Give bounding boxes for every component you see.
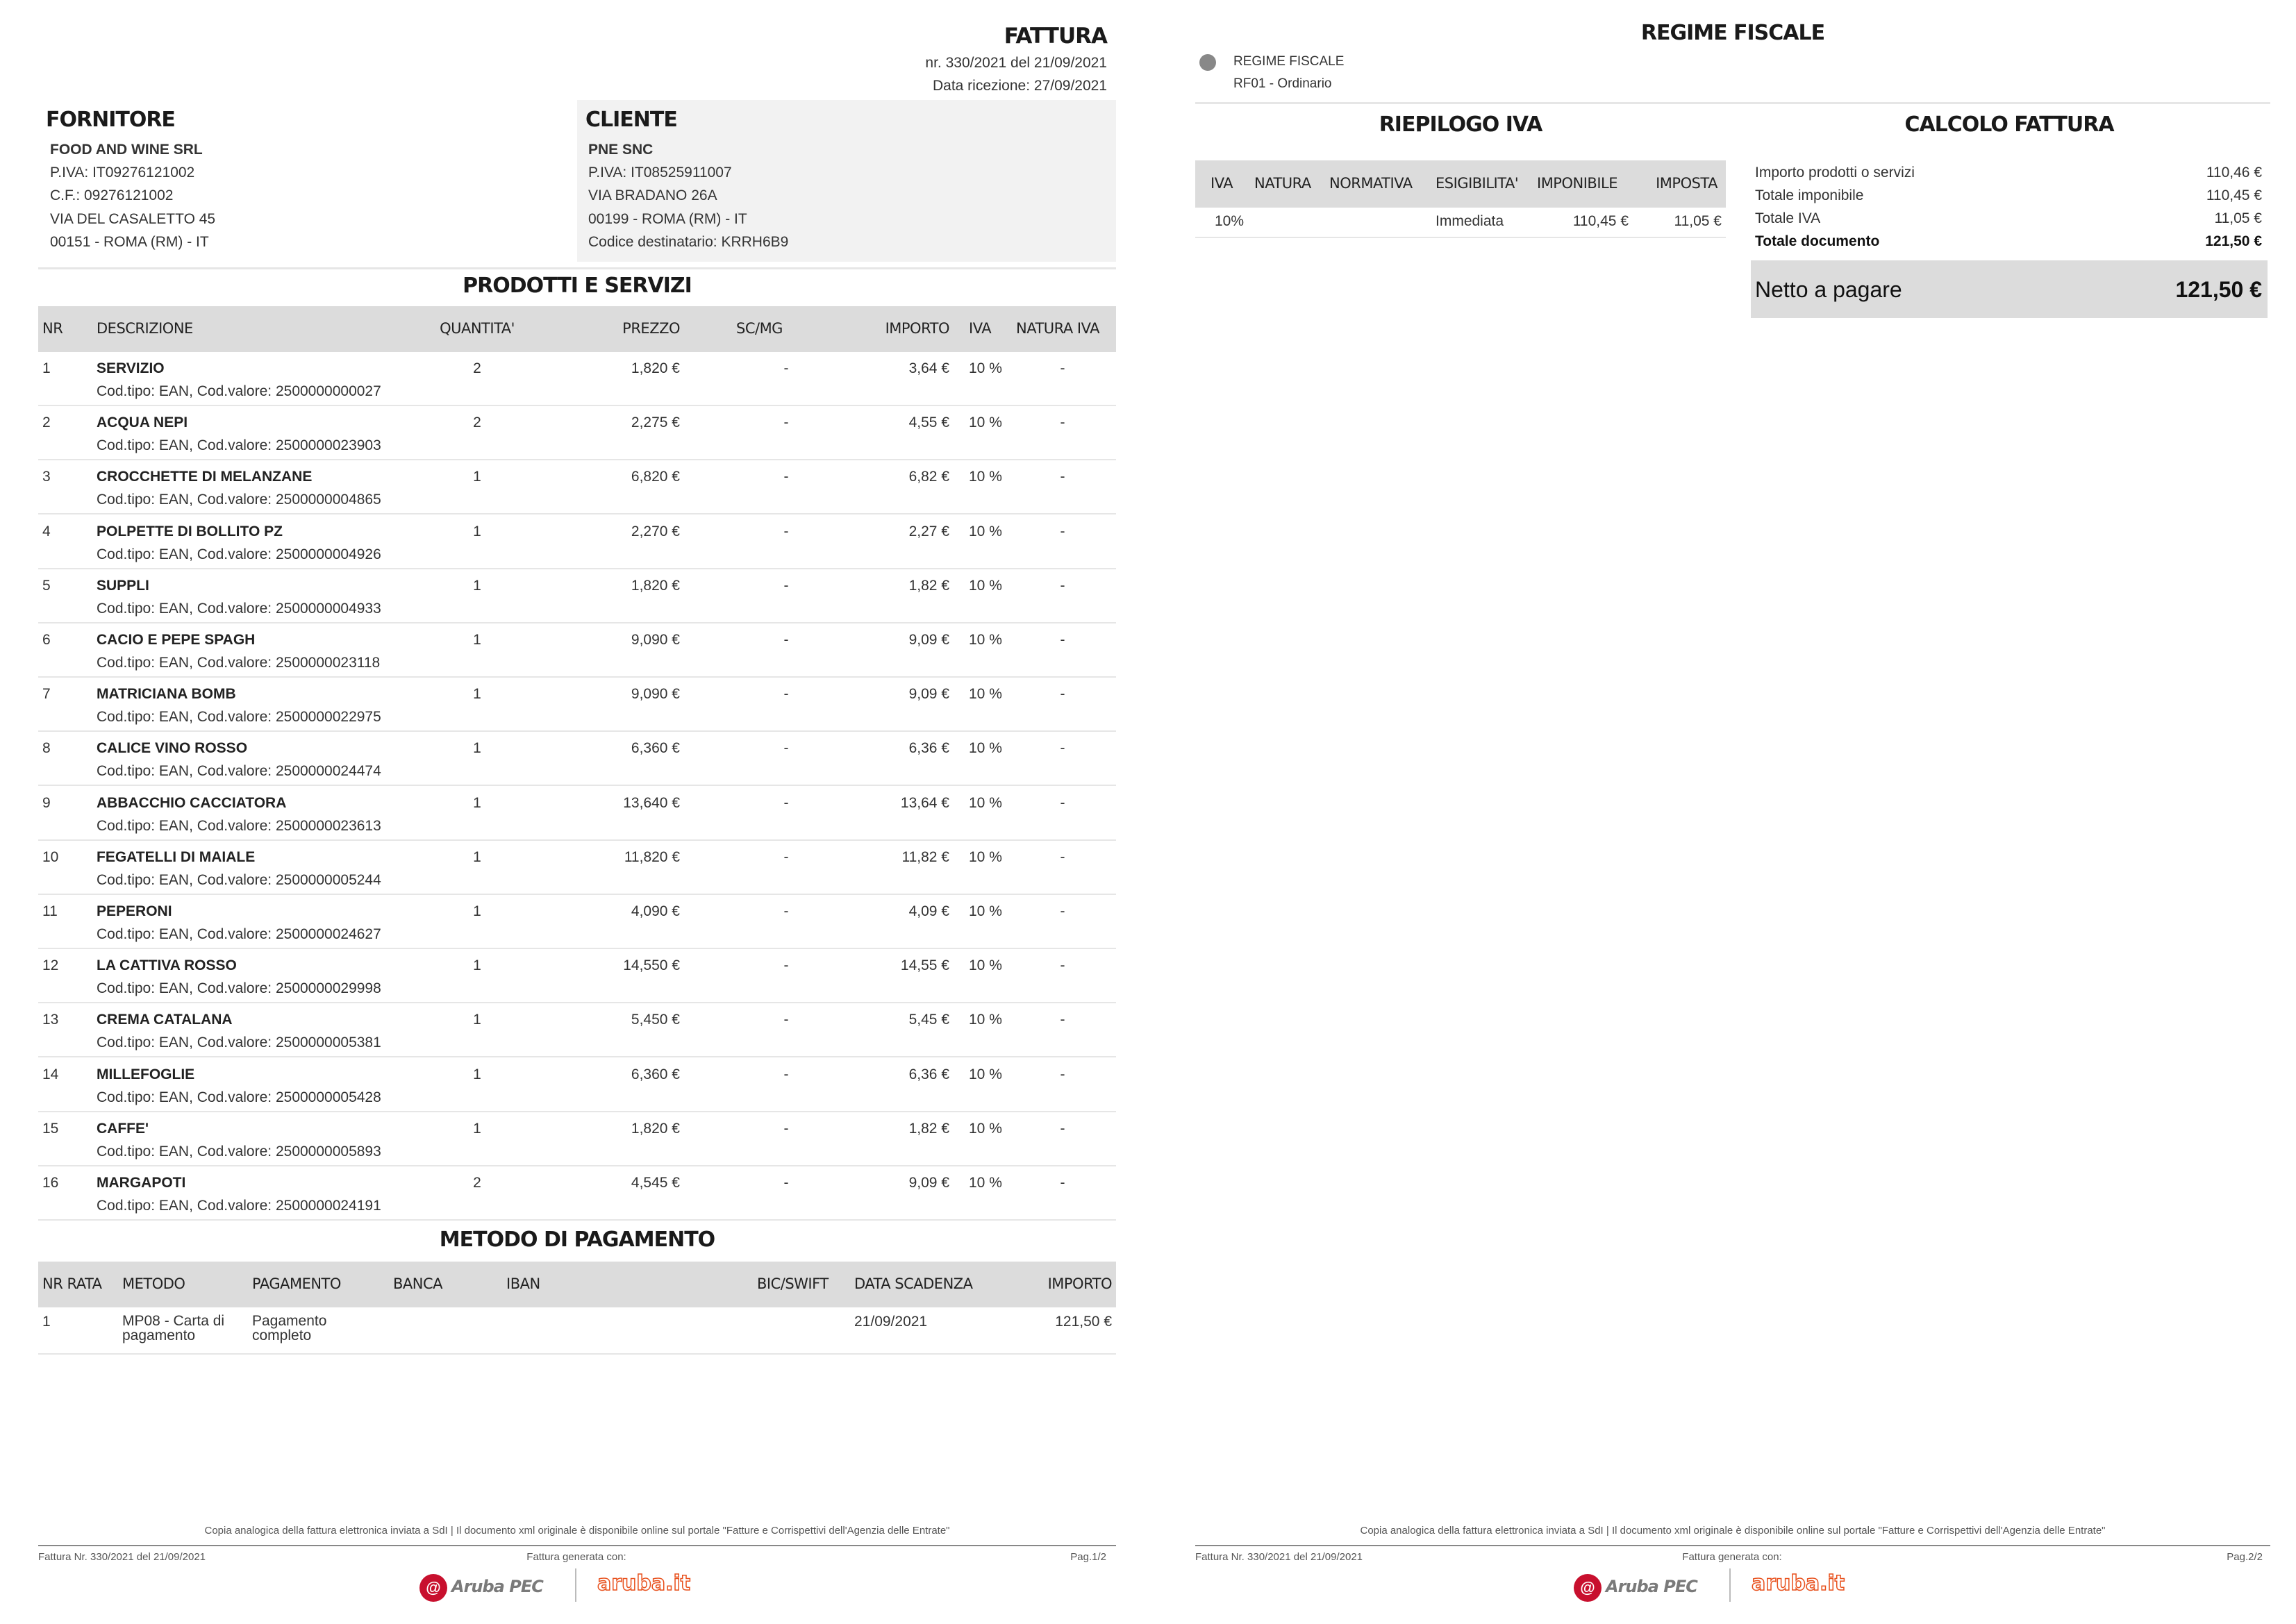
- supplier-city: 00151 - ROMA (RM) - IT: [50, 234, 209, 250]
- row-description: PEPERONI: [97, 903, 172, 919]
- col-importo: IMPORTO: [885, 320, 949, 337]
- col-importo-pagamento: IMPORTO: [1047, 1275, 1112, 1292]
- row-description: MATRICIANA BOMB: [97, 686, 236, 703]
- row-discount: -: [783, 1012, 789, 1028]
- payment-method: [122, 1314, 224, 1343]
- iva-rate: 10%: [1215, 213, 1245, 229]
- row-natura-iva: -: [1060, 1012, 1065, 1028]
- aruba-pec-seal-icon: @: [419, 1574, 447, 1602]
- col-sc-mg: SC/MG: [736, 320, 783, 337]
- col-iban: IBAN: [506, 1275, 540, 1292]
- row-iva: 10 %: [969, 523, 1002, 539]
- row-discount: -: [783, 523, 789, 539]
- row-discount: -: [783, 686, 789, 703]
- row-amount: 1,82 €: [908, 577, 949, 594]
- regime-bullet-icon: [1199, 54, 1216, 71]
- row-code: Cod.tipo: EAN, Cod.valore: 2500000023903: [97, 437, 381, 454]
- client-section: [577, 100, 1116, 262]
- row-price: 1,820 €: [631, 1120, 680, 1137]
- supplier-heading: FORNITORE: [46, 108, 175, 132]
- regime-value: RF01 - Ordinario: [1233, 76, 1332, 91]
- row-natura-iva: -: [1060, 577, 1065, 594]
- row-price: 2,270 €: [631, 523, 680, 539]
- row-iva: 10 %: [969, 848, 1002, 865]
- regime-label: REGIME FISCALE: [1233, 54, 1345, 69]
- row-iva: 10 %: [969, 1066, 1002, 1082]
- row-natura-iva: -: [1060, 469, 1065, 485]
- row-price: 6,360 €: [631, 740, 680, 757]
- payment-amount: 121,50 €: [1055, 1314, 1112, 1330]
- row-iva: 10 %: [969, 740, 1002, 757]
- row-iva: 10 %: [969, 794, 1002, 811]
- row-price: 11,820 €: [624, 848, 680, 865]
- table-row: [38, 732, 1116, 786]
- row-natura-iva: -: [1060, 903, 1065, 919]
- payment-type-line2: completo: [252, 1328, 312, 1343]
- logo-divider: [1729, 1568, 1731, 1602]
- supplier-name: FOOD AND WINE SRL: [50, 142, 203, 158]
- row-iva: 10 %: [969, 903, 1002, 919]
- row-natura-iva: -: [1060, 415, 1065, 431]
- row-description: LA CATTIVA ROSSO: [97, 957, 237, 974]
- row-code: Cod.tipo: EAN, Cod.valore: 2500000005381: [97, 1035, 381, 1051]
- row-iva: 10 %: [969, 577, 1002, 594]
- supplier-address: VIA DEL CASALETTO 45: [50, 211, 216, 227]
- aruba-it-logo: aruba.it: [597, 1571, 691, 1596]
- row-nr: 13: [42, 1012, 59, 1028]
- col-metodo: METODO: [122, 1275, 185, 1292]
- invoice-received-date: Data ricezione: 27/09/2021: [932, 78, 1107, 94]
- row-code: Cod.tipo: EAN, Cod.valore: 2500000004865: [97, 492, 381, 508]
- calc-label-vat: Totale IVA: [1755, 210, 1821, 226]
- iva-table-header: [1195, 160, 1726, 208]
- divider: [1195, 102, 2270, 104]
- row-quantity: 1: [473, 1066, 481, 1082]
- client-city: 00199 - ROMA (RM) - IT: [588, 211, 747, 227]
- row-description: CACIO E PEPE SPAGH: [97, 632, 256, 648]
- row-code: Cod.tipo: EAN, Cod.valore: 2500000005244: [97, 871, 381, 888]
- row-quantity: 1: [473, 740, 481, 757]
- col-imponibile: IMPONIBILE: [1537, 175, 1617, 192]
- row-price: 4,545 €: [631, 1175, 680, 1191]
- row-discount: -: [783, 577, 789, 594]
- payment-row: [38, 1307, 1116, 1355]
- row-amount: 4,55 €: [908, 415, 949, 431]
- calc-value-vat: 11,05 €: [2214, 210, 2262, 226]
- row-code: Cod.tipo: EAN, Cod.valore: 2500000029998: [97, 980, 381, 997]
- client-recipient-code: Codice destinatario: KRRH6B9: [588, 234, 789, 250]
- row-iva: 10 %: [969, 360, 1002, 376]
- row-iva: 10 %: [969, 957, 1002, 974]
- row-code: Cod.tipo: EAN, Cod.valore: 2500000000027: [97, 383, 381, 399]
- row-description: ABBACCHIO CACCIATORA: [97, 794, 287, 811]
- row-code: Cod.tipo: EAN, Cod.valore: 2500000023613: [97, 817, 381, 834]
- row-iva: 10 %: [969, 469, 1002, 485]
- client-address: VIA BRADANO 26A: [588, 187, 717, 203]
- col-data-scadenza: DATA SCADENZA: [854, 1275, 973, 1292]
- row-natura-iva: -: [1060, 1066, 1065, 1082]
- payment-method-line1: MP08 - Carta di: [122, 1313, 225, 1329]
- row-iva: 10 %: [969, 1012, 1002, 1028]
- row-iva: 10 %: [969, 686, 1002, 703]
- col-nr: NR: [42, 320, 63, 337]
- calc-label-total: Totale documento: [1755, 233, 1880, 249]
- row-code: Cod.tipo: EAN, Cod.valore: 2500000022975: [97, 709, 381, 726]
- row-quantity: 1: [473, 1120, 481, 1137]
- calc-value-taxable: 110,45 €: [2206, 187, 2262, 203]
- row-nr: 7: [42, 686, 51, 703]
- row-natura-iva: -: [1060, 523, 1065, 539]
- row-quantity: 2: [473, 415, 481, 431]
- row-divider: [38, 1219, 1116, 1221]
- calc-value-products: 110,46 €: [2206, 165, 2262, 181]
- row-divider: [1195, 237, 1726, 238]
- invoice-title: FATTURA: [1004, 24, 1107, 49]
- row-quantity: 1: [473, 903, 481, 919]
- table-row: [38, 515, 1116, 569]
- payment-method-line2: pagamento: [122, 1328, 196, 1343]
- footer-logos: [1570, 1566, 1861, 1605]
- aruba-it-logo: aruba.it: [1752, 1571, 1845, 1596]
- col-banca: BANCA: [393, 1275, 443, 1292]
- row-price: 4,090 €: [631, 903, 680, 919]
- table-row: [38, 623, 1116, 678]
- row-quantity: 1: [473, 957, 481, 974]
- net-to-pay-value: 121,50 €: [2175, 277, 2262, 302]
- table-row: [38, 406, 1116, 460]
- row-price: 1,820 €: [631, 360, 680, 376]
- logo-divider: [575, 1568, 576, 1602]
- footer-page-number: Pag.2/2: [2227, 1551, 2263, 1563]
- row-quantity: 1: [473, 469, 481, 485]
- footer-page-number: Pag.1/2: [1070, 1551, 1106, 1563]
- client-name: PNE SNC: [588, 142, 654, 158]
- net-to-pay-label: Netto a pagare: [1755, 277, 1902, 302]
- col-imposta: IMPOSTA: [1656, 175, 1717, 192]
- iva-table-row: [1195, 208, 1726, 238]
- row-amount: 6,36 €: [908, 1066, 949, 1082]
- row-quantity: 2: [473, 1175, 481, 1191]
- col-pagamento: PAGAMENTO: [252, 1275, 341, 1292]
- payment-nr: 1: [42, 1314, 51, 1330]
- row-code: Cod.tipo: EAN, Cod.valore: 2500000024191: [97, 1198, 381, 1214]
- row-description: MILLEFOGLIE: [97, 1066, 195, 1082]
- row-discount: -: [783, 740, 789, 757]
- row-code: Cod.tipo: EAN, Cod.valore: 2500000005893: [97, 1143, 381, 1160]
- iva-imposta: 11,05 €: [1674, 213, 1722, 229]
- row-nr: 12: [42, 957, 59, 974]
- table-row: [38, 841, 1116, 895]
- row-natura-iva: -: [1060, 740, 1065, 757]
- row-price: 9,090 €: [631, 686, 680, 703]
- payment-type: [252, 1314, 326, 1343]
- iva-summary-heading: RIEPILOGO IVA: [1379, 112, 1542, 137]
- col-prezzo: PREZZO: [622, 320, 680, 337]
- row-amount: 6,82 €: [908, 469, 949, 485]
- row-price: 9,090 €: [631, 632, 680, 648]
- row-amount: 3,64 €: [908, 360, 949, 376]
- row-amount: 2,27 €: [908, 523, 949, 539]
- table-row: [38, 787, 1116, 841]
- row-price: 14,550 €: [623, 957, 680, 974]
- row-code: Cod.tipo: EAN, Cod.valore: 2500000023118: [97, 655, 381, 671]
- aruba-pec-logo: Aruba PEC: [451, 1577, 543, 1596]
- row-amount: 9,09 €: [908, 1175, 949, 1191]
- row-discount: -: [783, 1120, 789, 1137]
- row-nr: 1: [42, 360, 51, 376]
- table-row: [38, 460, 1116, 514]
- footer-logos: [415, 1566, 707, 1605]
- row-nr: 16: [42, 1175, 59, 1191]
- iva-imponibile: 110,45 €: [1572, 213, 1629, 229]
- footer-note: Copia analogica della fattura elettronica inviata a SdI | Il documento xml originale è disponibile online sul portale "Fatture e Corrispettivi dell'Agenzia delle Entrate": [204, 1525, 950, 1537]
- row-description: MARGAPOTI: [97, 1175, 186, 1191]
- row-discount: -: [783, 360, 789, 376]
- row-amount: 1,82 €: [908, 1120, 949, 1137]
- row-amount: 11,82 €: [901, 848, 949, 865]
- row-price: 5,450 €: [631, 1012, 680, 1028]
- calc-label-products: Importo prodotti o servizi: [1755, 165, 1915, 181]
- footer-divider: [38, 1545, 1116, 1546]
- client-heading: CLIENTE: [585, 108, 677, 132]
- col-iva: IVA: [969, 320, 992, 337]
- row-description: POLPETTE DI BOLLITO PZ: [97, 523, 283, 539]
- row-price: 6,820 €: [631, 469, 680, 485]
- row-nr: 6: [42, 632, 51, 648]
- row-description: CREMA CATALANA: [97, 1012, 233, 1028]
- table-row: [38, 1058, 1116, 1112]
- footer-invoice-ref: Fattura Nr. 330/2021 del 21/09/2021: [38, 1551, 206, 1563]
- row-natura-iva: -: [1060, 1120, 1065, 1137]
- row-discount: -: [783, 1066, 789, 1082]
- row-discount: -: [783, 794, 789, 811]
- table-row: [38, 352, 1116, 406]
- row-nr: 10: [42, 848, 59, 865]
- row-code: Cod.tipo: EAN, Cod.valore: 2500000004933: [97, 600, 381, 617]
- table-row: [38, 1003, 1116, 1057]
- row-nr: 4: [42, 523, 51, 539]
- regime-heading: REGIME FISCALE: [1640, 21, 1825, 45]
- row-quantity: 2: [473, 360, 481, 376]
- footer-note: Copia analogica della fattura elettronica inviata a SdI | Il documento xml originale è disponibile online sul portale "Fatture e Corrispettivi dell'Agenzia delle Entrate": [1360, 1525, 2106, 1537]
- row-natura-iva: -: [1060, 848, 1065, 865]
- row-iva: 10 %: [969, 415, 1002, 431]
- row-code: Cod.tipo: EAN, Cod.valore: 2500000005428: [97, 1089, 381, 1105]
- row-amount: 9,09 €: [908, 632, 949, 648]
- row-quantity: 1: [473, 523, 481, 539]
- iva-esigibilita: Immediata: [1436, 213, 1504, 229]
- row-iva: 10 %: [969, 632, 1002, 648]
- row-quantity: 1: [473, 848, 481, 865]
- row-nr: 9: [42, 794, 51, 811]
- row-description: SERVIZIO: [97, 360, 165, 376]
- row-discount: -: [783, 632, 789, 648]
- row-amount: 4,09 €: [908, 903, 949, 919]
- row-quantity: 1: [473, 686, 481, 703]
- row-nr: 11: [42, 903, 58, 919]
- col-natura: NATURA: [1254, 175, 1311, 192]
- col-descrizione: DESCRIZIONE: [97, 320, 193, 337]
- row-nr: 5: [42, 577, 51, 594]
- table-row: [38, 1166, 1116, 1221]
- row-price: 6,360 €: [631, 1066, 680, 1082]
- divider: [38, 267, 1116, 269]
- col-bic-swift: BIC/SWIFT: [757, 1275, 829, 1292]
- row-price: 1,820 €: [631, 577, 680, 594]
- row-price: 2,275 €: [631, 415, 680, 431]
- col-quantita: QUANTITA': [440, 320, 515, 337]
- col-esigibilita: ESIGIBILITA': [1436, 175, 1519, 192]
- row-description: CAFFE': [97, 1120, 149, 1137]
- row-nr: 2: [42, 415, 51, 431]
- table-row: [38, 949, 1116, 1003]
- row-discount: -: [783, 848, 789, 865]
- payment-table-header: [38, 1262, 1116, 1307]
- row-code: Cod.tipo: EAN, Cod.valore: 2500000024627: [97, 926, 381, 942]
- products-table-header: [38, 306, 1116, 352]
- row-amount: 13,64 €: [900, 794, 949, 811]
- row-discount: -: [783, 903, 789, 919]
- row-description: SUPPLI: [97, 577, 149, 594]
- col-natura-iva: NATURA IVA: [1016, 320, 1100, 337]
- col-nr-rata: NR RATA: [42, 1275, 102, 1292]
- footer-generated-with: Fattura generata con:: [1682, 1551, 1782, 1563]
- footer-divider: [1195, 1545, 2270, 1546]
- aruba-pec-seal-icon: @: [1574, 1574, 1602, 1602]
- row-quantity: 1: [473, 1012, 481, 1028]
- row-quantity: 1: [473, 794, 481, 811]
- row-amount: 14,55 €: [900, 957, 949, 974]
- row-discount: -: [783, 415, 789, 431]
- row-iva: 10 %: [969, 1175, 1002, 1191]
- table-row: [38, 678, 1116, 732]
- supplier-fiscal-code: C.F.: 09276121002: [50, 187, 174, 203]
- row-natura-iva: -: [1060, 360, 1065, 376]
- table-row: [38, 569, 1116, 623]
- payment-heading: METODO DI PAGAMENTO: [439, 1228, 715, 1252]
- payment-type-line1: Pagamento: [252, 1313, 327, 1329]
- row-description: ACQUA NEPI: [97, 415, 188, 431]
- row-nr: 14: [42, 1066, 59, 1082]
- calc-heading: CALCOLO FATTURA: [1904, 112, 2114, 137]
- row-discount: -: [783, 957, 789, 974]
- row-discount: -: [783, 1175, 789, 1191]
- products-heading: PRODOTTI E SERVIZI: [463, 274, 692, 298]
- row-natura-iva: -: [1060, 1175, 1065, 1191]
- invoice-number: nr. 330/2021 del 21/09/2021: [925, 55, 1107, 71]
- net-to-pay-box: [1751, 260, 2268, 318]
- row-natura-iva: -: [1060, 686, 1065, 703]
- table-row: [38, 1112, 1116, 1166]
- calc-value-total: 121,50 €: [2205, 233, 2262, 249]
- col-iva: IVA: [1211, 175, 1233, 192]
- row-quantity: 1: [473, 577, 481, 594]
- table-row: [38, 895, 1116, 949]
- row-divider: [38, 1353, 1116, 1355]
- row-description: FEGATELLI DI MAIALE: [97, 848, 256, 865]
- row-natura-iva: -: [1060, 632, 1065, 648]
- row-price: 13,640 €: [623, 794, 680, 811]
- row-code: Cod.tipo: EAN, Cod.valore: 2500000004926: [97, 546, 381, 562]
- row-nr: 3: [42, 469, 51, 485]
- col-normativa: NORMATIVA: [1329, 175, 1413, 192]
- footer-invoice-ref: Fattura Nr. 330/2021 del 21/09/2021: [1195, 1551, 1363, 1563]
- supplier-vat: P.IVA: IT09276121002: [50, 165, 195, 181]
- row-code: Cod.tipo: EAN, Cod.valore: 2500000024474: [97, 763, 381, 780]
- row-iva: 10 %: [969, 1120, 1002, 1137]
- row-natura-iva: -: [1060, 957, 1065, 974]
- client-vat: P.IVA: IT08525911007: [588, 165, 732, 181]
- row-quantity: 1: [473, 632, 481, 648]
- row-amount: 9,09 €: [908, 686, 949, 703]
- row-amount: 5,45 €: [908, 1012, 949, 1028]
- row-nr: 15: [42, 1120, 59, 1137]
- calc-label-taxable: Totale imponibile: [1755, 187, 1864, 203]
- aruba-pec-logo: Aruba PEC: [1606, 1577, 1697, 1596]
- payment-due-date: 21/09/2021: [854, 1314, 928, 1330]
- row-natura-iva: -: [1060, 794, 1065, 811]
- footer-generated-with: Fattura generata con:: [526, 1551, 626, 1563]
- row-nr: 8: [42, 740, 51, 757]
- row-description: CALICE VINO ROSSO: [97, 740, 248, 757]
- row-discount: -: [783, 469, 789, 485]
- row-description: CROCCHETTE DI MELANZANE: [97, 469, 313, 485]
- row-amount: 6,36 €: [908, 740, 949, 757]
